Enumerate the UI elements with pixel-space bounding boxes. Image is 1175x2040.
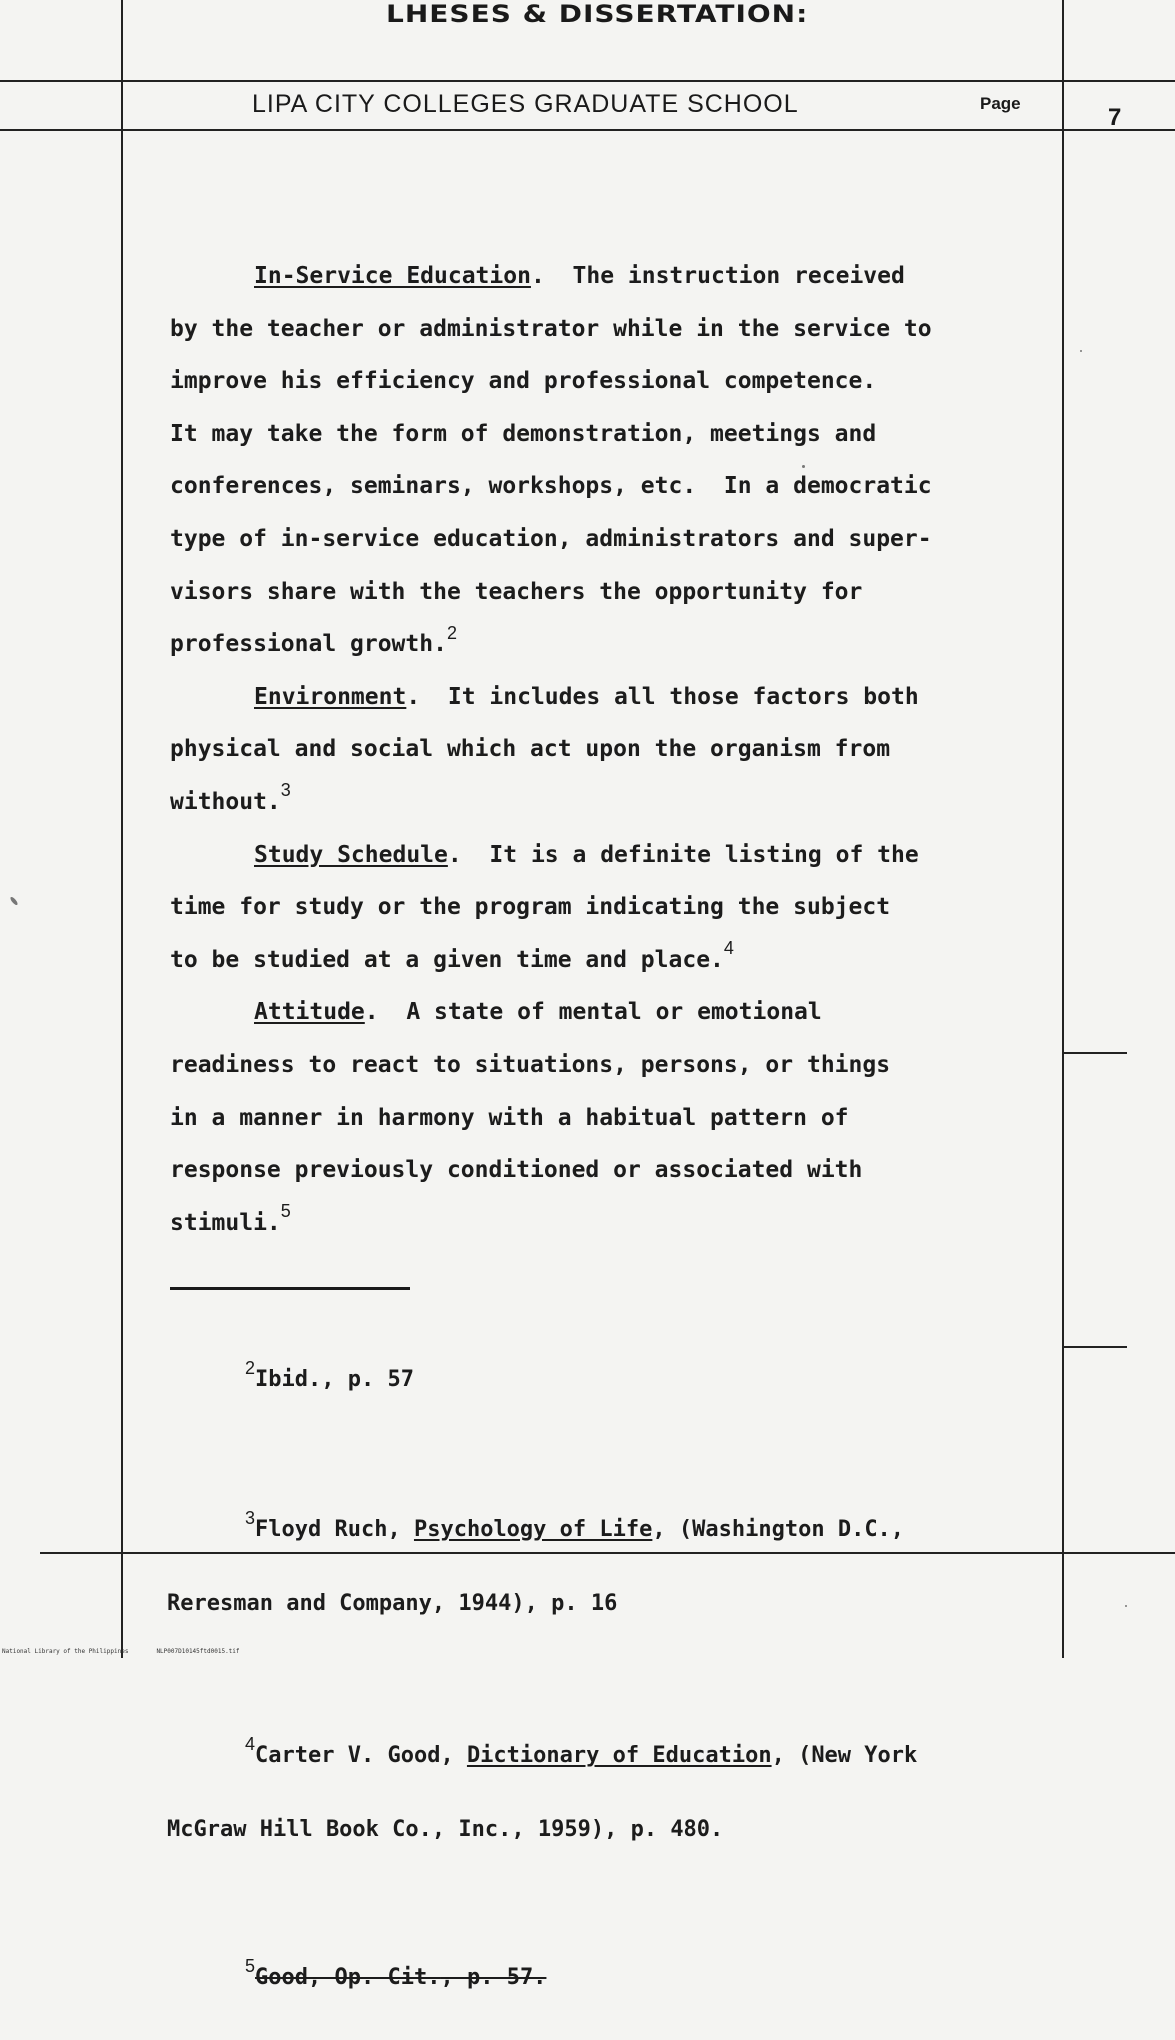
page-number: 7 (1108, 104, 1122, 131)
definition-line: stimuli.$^5$ (170, 1201, 291, 1236)
right-margin-line (1062, 1052, 1127, 1054)
scan-speck (9, 896, 18, 906)
header-top-line (0, 80, 1175, 82)
definition-line: visors share with the teachers the opportunity for (170, 578, 863, 605)
footnote: $^3$Floyd Ruch, Psychology of Life, (Washington D.C., Reresman and Company, 1944), p. 16 (167, 1507, 905, 1616)
definition-line: In-Service Education. The instruction received (254, 263, 905, 289)
definition-term: Attitude (254, 999, 365, 1026)
definition-term: Study Schedule (254, 841, 448, 868)
definition-line: response previously conditioned or associated with (170, 1157, 863, 1184)
scan-speck (1080, 350, 1082, 352)
definition-line: physical and social which act upon the organism from (170, 736, 891, 763)
definitions-body (170, 250, 1060, 1249)
definition-line: professional growth.$^2$ (170, 622, 457, 658)
footnote: $^4$Carter V. Good, Dictionary of Education, (New York McGraw Hill Book Co., Inc., 1959), p. 480. (167, 1733, 918, 1842)
definition-line: in a manner in harmony with a habitual pattern of (170, 1104, 849, 1131)
theses-stamp: LHESES & DISSERTATION: (386, 0, 809, 29)
school-name: LIPA CITY COLLEGES GRADUATE SCHOOL (252, 90, 799, 118)
page-label: Page (980, 94, 1021, 113)
book-title: Psychology of Life (413, 1517, 653, 1542)
footnote-number: 4 (245, 1733, 256, 1754)
footnote-ref: 2 (446, 622, 457, 643)
definition-line: conferences, seminars, workshops, etc. In a democratic (170, 473, 932, 500)
definition-line: type of in-service education, administrators and super- (170, 525, 932, 552)
scan-credit: National Library of the Philippines NLP007D10145ftd0015.tif (2, 1648, 240, 1655)
footnote-number: 3 (245, 1507, 256, 1528)
header-bottom-line (0, 129, 1175, 131)
footnotes (167, 1318, 1067, 2040)
footnote-ref: 3 (280, 780, 291, 801)
definition-line: readiness to react to situations, persons, or things (170, 1051, 891, 1078)
definition-line: It may take the form of demonstration, meetings and (170, 420, 877, 447)
footnote-divider (170, 1287, 410, 1290)
definition-term: Environment (254, 683, 407, 710)
footnote-ref: 5 (280, 1201, 291, 1222)
definition-term: In-Service Education (254, 263, 531, 289)
frame-left-line (121, 0, 123, 1658)
book-title: Op. Cit. (334, 1965, 441, 1990)
scan-speck (1125, 1605, 1127, 1607)
definition-line: Attitude. A state of mental or emotional (254, 999, 822, 1026)
footnote-number: 5 (245, 1955, 256, 1976)
footnote: $^5$Good, Op. Cit., p. 57. (245, 1955, 547, 1990)
definition-line: Study Schedule. It is a definite listing of the (254, 841, 919, 868)
definition-line: to be studied at a given time and place.$^4$ (170, 938, 734, 973)
footnote: $^2$Ibid., p. 57 (245, 1357, 414, 1392)
definition-line: without.$^3$ (170, 780, 291, 815)
definition-line: improve his efficiency and professional competence. (170, 368, 877, 395)
scan-speck (802, 465, 805, 468)
footnote-ref: 4 (723, 938, 734, 959)
definition-line: by the teacher or administrator while in the service to (170, 315, 932, 342)
book-title: Dictionary of Education (466, 1743, 772, 1768)
right-margin-line (1062, 1346, 1127, 1348)
footnote-number: 2 (245, 1357, 256, 1378)
definition-line: time for study or the program indicating the subject (170, 894, 891, 921)
definition-line: Environment. It includes all those factors both (254, 683, 919, 710)
